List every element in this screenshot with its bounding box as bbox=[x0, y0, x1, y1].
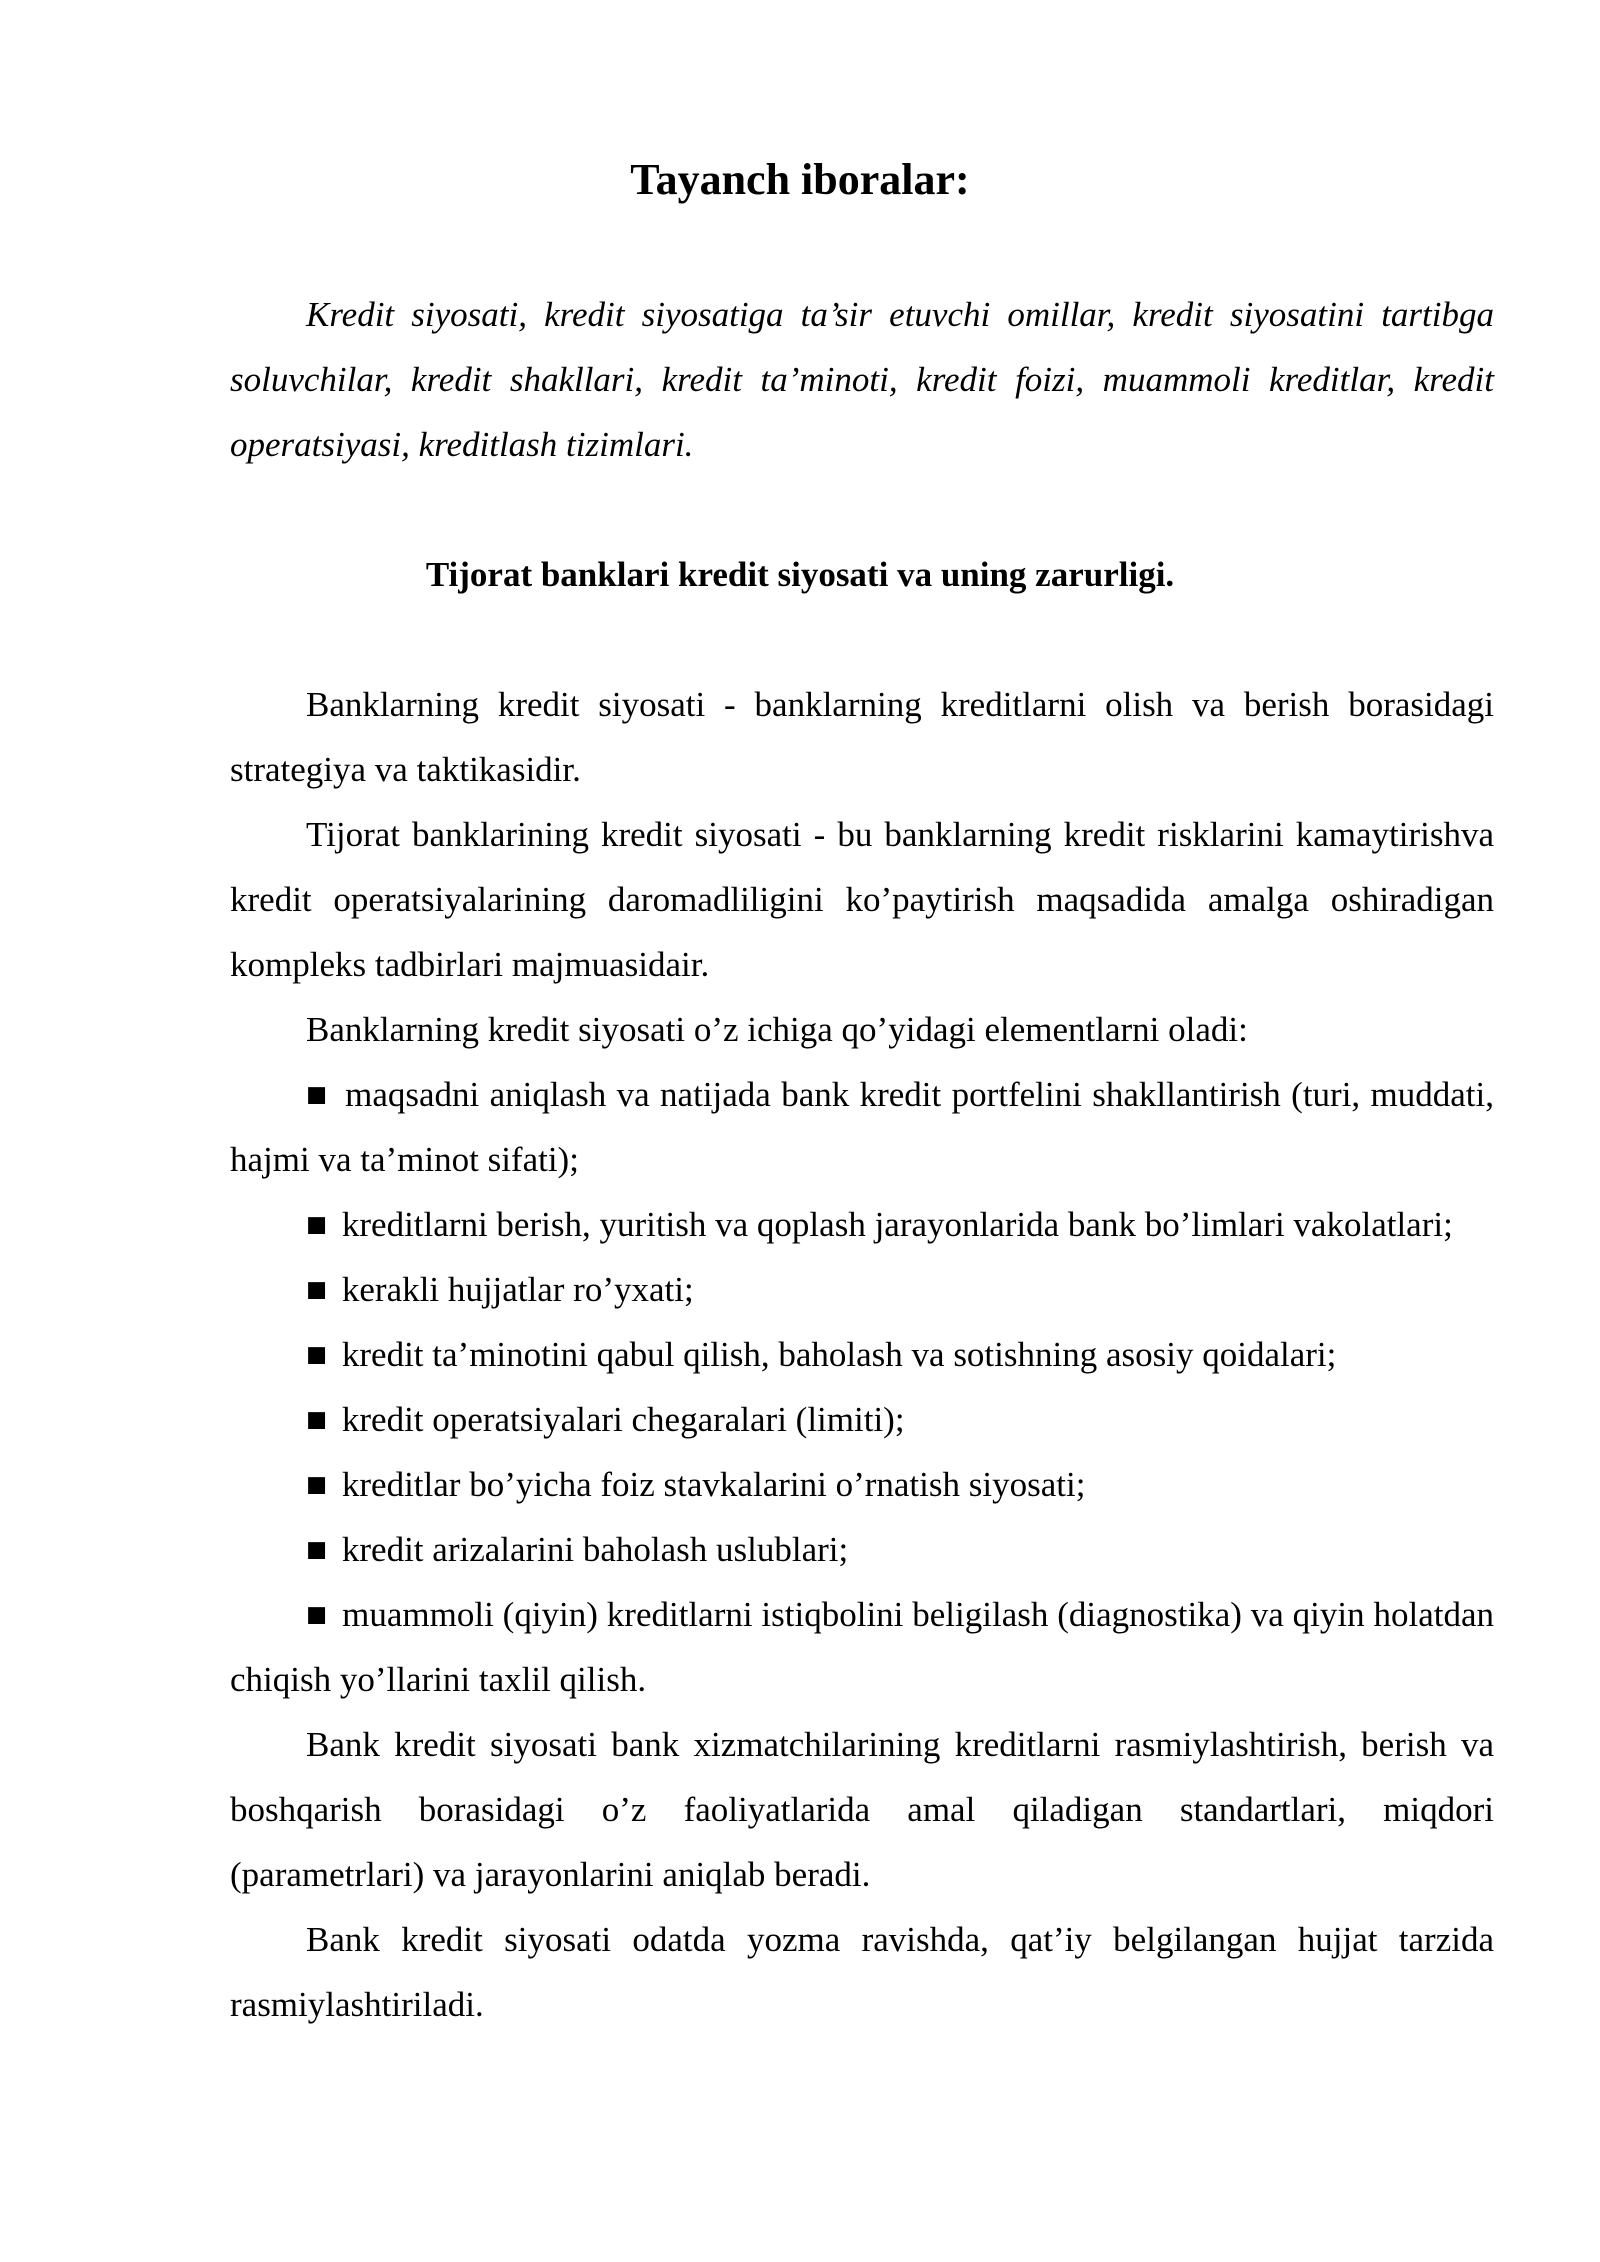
bullet-square-icon: ■ bbox=[306, 1400, 328, 1439]
list-item-text: kredit operatsiyalari chegaralari (limiti); bbox=[341, 1400, 905, 1439]
bullet-square-icon: ■ bbox=[306, 1335, 328, 1374]
list-item bbox=[230, 1517, 1494, 1582]
bullet-square-icon: ■ bbox=[306, 1530, 328, 1569]
bullet-square-icon: ■ bbox=[306, 1595, 328, 1634]
list-item-text: muammoli (qiyin) kreditlarni istiqbolini beligilash (diagnostika) va qiyin holatdan chiqish yo’llarini taxlil qilish. bbox=[230, 1595, 1495, 1699]
list-item bbox=[230, 1192, 1494, 1257]
list-item bbox=[230, 1062, 1494, 1192]
list-item bbox=[230, 1452, 1494, 1517]
list-item bbox=[230, 1322, 1494, 1387]
list-item-text: kredit ta’minotini qabul qilish, baholash va sotishning asosiy qoidalari; bbox=[341, 1335, 1337, 1374]
list-item-text: kreditlar bo’yicha foiz stavkalarini o’rnatish siyosati; bbox=[341, 1465, 1086, 1504]
list-item bbox=[230, 1387, 1494, 1452]
page-title: Tayanch iboralar: bbox=[630, 155, 970, 204]
section-title: Tijorat banklari kredit siyosati va uning zarurligi. bbox=[425, 555, 1175, 594]
paragraph-standards: Bank kredit siyosati bank xizmatchilarining kreditlarni rasmiylashtirish, berish va boshqarish borasidagi o’z faoliyatlarida amal qiladigan standartlari, miqdori (parametrlari) va jarayonlarini aniqlab beradi. bbox=[230, 1725, 1494, 1894]
paragraph-written-form: Bank kredit siyosati odatda yozma ravishda, qat’iy belgilangan hujjat tarzida rasmiylashtiriladi. bbox=[230, 1920, 1494, 2024]
bullet-square-icon: ■ bbox=[306, 1270, 328, 1309]
keywords-paragraph: Kredit siyosati, kredit siyosatiga ta’sir etuvchi omillar, kredit siyosatini tartibga soluvchilar, kredit shakllari, kredit ta’minoti, kredit foizi, muammoli kreditlar, kredit operatsiyasi, kreditlash tizimlari. bbox=[230, 295, 1494, 464]
keywords-block bbox=[230, 282, 1494, 477]
paragraph-elements-intro: Banklarning kredit siyosati o’z ichiga qo’yidagi elementlarni oladi: bbox=[306, 1010, 1248, 1049]
paragraph-commercial-banks: Tijorat banklarining kredit siyosati - bu banklarning kredit risklarini kamaytirishva kredit operatsiyalarining daromadliligini ko’paytirish maqsadida amalga oshiradigan kompleks tadbirlari majmuasidair. bbox=[230, 815, 1494, 984]
list-item-text: kreditlarni berish, yuritish va qoplash jarayonlarida bank bo’limlari vakolatlari; bbox=[341, 1205, 1453, 1244]
list-item bbox=[230, 1582, 1494, 1712]
bullet-square-icon: ■ bbox=[306, 1465, 328, 1504]
list-item-text: maqsadni aniqlash va natijada bank kredit portfelini shakllantirish (turi, muddati, hajmi va ta’minot sifati); bbox=[230, 1075, 1495, 1179]
paragraph-definition: Banklarning kredit siyosati - banklarning kreditlarni olish va berish borasidagi strategiya va taktikasidir. bbox=[230, 685, 1494, 789]
list-item-text: kredit arizalarini baholash uslublari; bbox=[341, 1530, 849, 1569]
body-text bbox=[230, 672, 1494, 2037]
list-item-text: kerakli hujjatlar ro’yxati; bbox=[341, 1270, 694, 1309]
bullet-square-icon: ■ bbox=[306, 1075, 329, 1114]
bullet-square-icon: ■ bbox=[306, 1205, 328, 1244]
list-item bbox=[230, 1257, 1494, 1322]
